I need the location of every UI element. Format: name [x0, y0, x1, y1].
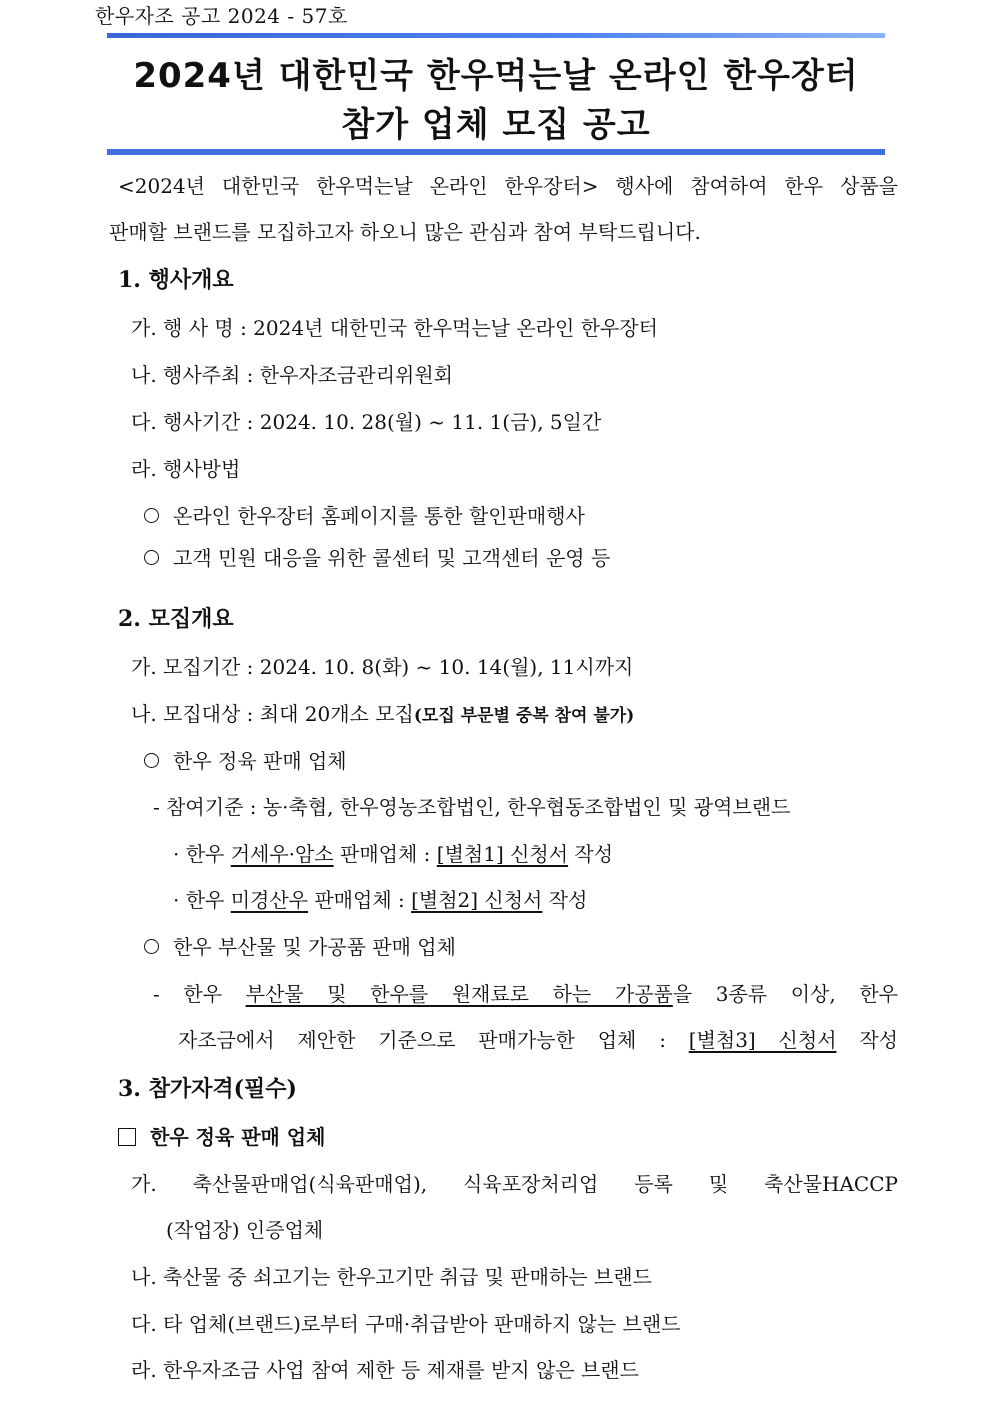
sub-item-heifer: · 한우 미경산우 판매업체 : [별첨2] 신청서 작성: [173, 888, 588, 912]
event-host: 나. 행사주최 : 한우자조금관리위원회: [131, 363, 453, 387]
section3-heading: 3. 참가자격(필수): [118, 1076, 297, 1102]
page-title-line2: 참가 업체 모집 공고: [341, 105, 651, 145]
event-method-label: 라. 행사방법: [131, 457, 241, 481]
participation-criteria: - 참여기준 : 농·축협, 한우영농조합법인, 한우협동조합법인 및 광역브랜드: [153, 795, 791, 819]
document-number: 한우자조 공고 2024 - 57호: [95, 4, 348, 28]
intro-line2: 판매할 브랜드를 모집하고자 하오니 많은 관심과 참여 부탁드립니다.: [109, 220, 701, 244]
event-name: 가. 행 사 명 : 2024년 대한민국 한우먹는날 온라인 한우장터: [131, 316, 658, 340]
qualification-ga-line1: 가. 축산물판매업(식육판매업), 식육포장처리업 등록 및 축산물HACCP: [131, 1172, 898, 1196]
byproduct-criteria-line2: 자조금에서 제안한 기준으로 판매가능한 업체 : [별첨3] 신청서 작성: [178, 1028, 898, 1052]
circle-bullet-icon: [144, 550, 159, 565]
circle-bullet-icon: [144, 508, 159, 523]
group-byproducts: 한우 부산물 및 가공품 판매 업체: [144, 931, 456, 960]
qualification-da: 다. 타 업체(브랜드)로부터 구매·취급받아 판매하지 않는 브랜드: [131, 1312, 681, 1336]
circle-bullet-icon: [144, 939, 159, 954]
recruit-target-note: (모집 부문별 중복 참여 불가): [413, 706, 635, 726]
title-top-rule: [107, 33, 885, 38]
section2-heading: 2. 모집개요: [118, 606, 234, 632]
title-bottom-rule: [107, 149, 885, 155]
checkbox-icon: [118, 1128, 136, 1146]
group-meat: 한우 정육 판매 업체: [144, 745, 347, 774]
sub-item-steer-cow: · 한우 거세우·암소 판매업체 : [별첨1] 신청서 작성: [173, 842, 614, 866]
intro-line1: <2024년 대한민국 한우먹는날 온라인 한우장터> 행사에 참여하여 한우 상품을: [118, 174, 898, 198]
page-title-line1: 2024년 대한민국 한우먹는날 온라인 한우장터: [133, 56, 859, 96]
method-item: 온라인 한우장터 홈페이지를 통한 할인판매행사: [144, 500, 585, 529]
circle-bullet-icon: [144, 753, 159, 768]
section1-heading: 1. 행사개요: [118, 267, 234, 293]
event-period: 다. 행사기간 : 2024. 10. 28(월) ~ 11. 1(금), 5일간: [131, 410, 602, 434]
qualification-na: 나. 축산물 중 쇠고기는 한우고기만 취급 및 판매하는 브랜드: [131, 1265, 652, 1289]
method-item: 고객 민원 대응을 위한 콜센터 및 고객센터 운영 등: [144, 542, 610, 571]
qualification-ra: 라. 한우자조금 사업 참여 제한 등 제재를 받지 않은 브랜드: [131, 1358, 639, 1382]
qualification-group-title: 한우 정육 판매 업체: [118, 1121, 325, 1150]
byproduct-criteria-line1: - 한우 부산물 및 한우를 원재료로 하는 가공품을 3종류 이상, 한우: [153, 982, 898, 1006]
qualification-ga-line2: (작업장) 인증업체: [166, 1218, 324, 1242]
recruit-target: 나. 모집대상 : 최대 20개소 모집(모집 부문별 중복 참여 불가): [131, 702, 635, 726]
recruit-period: 가. 모집기간 : 2024. 10. 8(화) ~ 10. 14(월), 11시까지: [131, 655, 634, 679]
